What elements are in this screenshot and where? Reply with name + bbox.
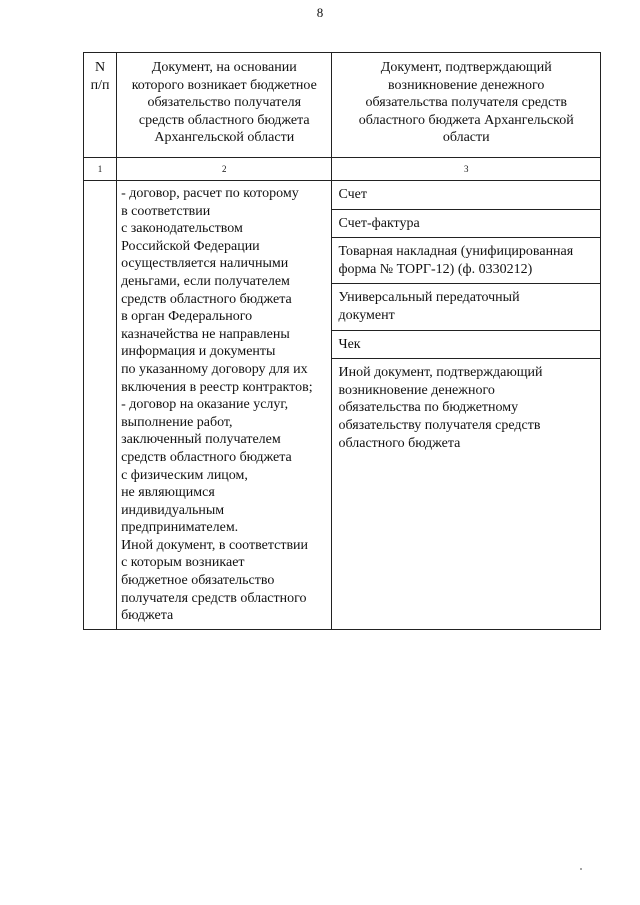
confirm-doc-line: Счет — [338, 187, 367, 202]
basis-line: с законодательством — [121, 221, 243, 237]
index-cell-3: 3 — [332, 158, 601, 181]
confirm-doc-waybill — [332, 238, 600, 284]
index-cell-1: 1 — [84, 158, 117, 181]
confirm-doc-line: Товарная накладная (унифицированная — [338, 244, 574, 260]
basis-line: казначейства не направлены — [121, 326, 290, 342]
header-basis-line: обязательство получателя — [147, 95, 302, 110]
documents-table — [83, 52, 601, 630]
header-basis-document — [117, 53, 332, 158]
confirm-doc-line: обязательству получателя средств — [338, 417, 541, 433]
header-confirm-line: областного бюджета Архангельской — [358, 112, 574, 128]
header-basis-line: Архангельской области — [154, 130, 295, 145]
basis-line: информация и документы — [121, 344, 276, 360]
header-confirming-document — [332, 53, 601, 158]
confirm-doc-line: документ — [338, 307, 395, 323]
basis-line: индивидуальным — [121, 502, 225, 518]
confirm-doc-invoice — [332, 181, 600, 210]
basis-line: бюджета — [121, 608, 174, 624]
confirm-doc-line: Чек — [338, 336, 361, 352]
basis-line: включения в реестр контрактов; — [121, 379, 313, 395]
basis-line: заключенный получателем — [121, 432, 281, 448]
basis-line: Иной документ, в соответствии — [121, 537, 309, 553]
header-basis-line: которого возникает бюджетное — [131, 77, 317, 93]
table-header-row — [84, 53, 601, 158]
confirming-documents-cell — [332, 181, 601, 630]
header-basis-line: средств областного бюджета — [138, 112, 310, 128]
confirm-doc-line: Иной документ, подтверждающий — [338, 365, 543, 381]
basis-line: Российской Федерации — [121, 238, 260, 254]
body-num-cell — [84, 181, 117, 630]
confirm-doc-other — [332, 359, 600, 457]
header-confirm-line: Документ, подтверждающий — [380, 60, 552, 75]
confirm-doc-line: возникновение денежного — [338, 382, 495, 398]
basis-line: средств областного бюджета — [121, 449, 292, 465]
table-index-row — [84, 158, 601, 181]
basis-line: в орган Федерального — [121, 309, 253, 325]
confirm-doc-line: областного бюджета — [338, 435, 461, 451]
basis-line: получателя средств областного — [121, 590, 307, 606]
basis-line: - договор на оказание услуг, — [121, 397, 289, 413]
header-num-line: п/п — [90, 77, 110, 93]
confirm-doc-tax-invoice — [332, 210, 600, 239]
basis-line: осуществляется наличными — [121, 256, 289, 272]
page-number: 8 — [316, 5, 324, 20]
table-body-row — [84, 181, 601, 630]
basis-line: деньгами, если получателем — [121, 273, 290, 289]
basis-line: - договор, расчет по которому — [121, 186, 299, 201]
basis-line: бюджетное обязательство — [121, 573, 275, 589]
basis-documents-cell — [117, 181, 332, 630]
confirm-doc-line: обязательства по бюджетному — [338, 400, 519, 416]
index-cell-2: 2 — [117, 158, 332, 181]
basis-line: предпринимателем. — [121, 520, 239, 536]
basis-line: средств областного бюджета — [121, 291, 292, 307]
basis-line: выполнение работ, — [121, 414, 233, 430]
header-confirm-line: области — [442, 130, 490, 145]
header-num — [84, 53, 117, 158]
header-basis-line: Документ, на основании — [151, 60, 297, 75]
basis-line: не являющимся — [121, 485, 215, 501]
confirm-doc-universal-transfer — [332, 284, 600, 330]
header-confirm-line: возникновение денежного — [388, 77, 545, 93]
basis-line: по указанному договору для их — [121, 361, 308, 377]
basis-line: в соответствии — [121, 203, 211, 219]
header-num-line: N — [94, 60, 106, 75]
confirm-doc-receipt — [332, 331, 600, 360]
confirm-doc-line: Счет-фактура — [338, 215, 420, 231]
basis-line: с физическим лицом, — [121, 467, 248, 483]
scan-speck — [580, 868, 582, 870]
header-confirm-line: обязательства получателя средств — [365, 95, 567, 110]
confirm-doc-line: Универсальный передаточный — [338, 290, 520, 306]
confirm-doc-line: форма № ТОРГ-12) (ф. 0330212) — [338, 261, 533, 277]
basis-line: с которым возникает — [121, 555, 245, 571]
